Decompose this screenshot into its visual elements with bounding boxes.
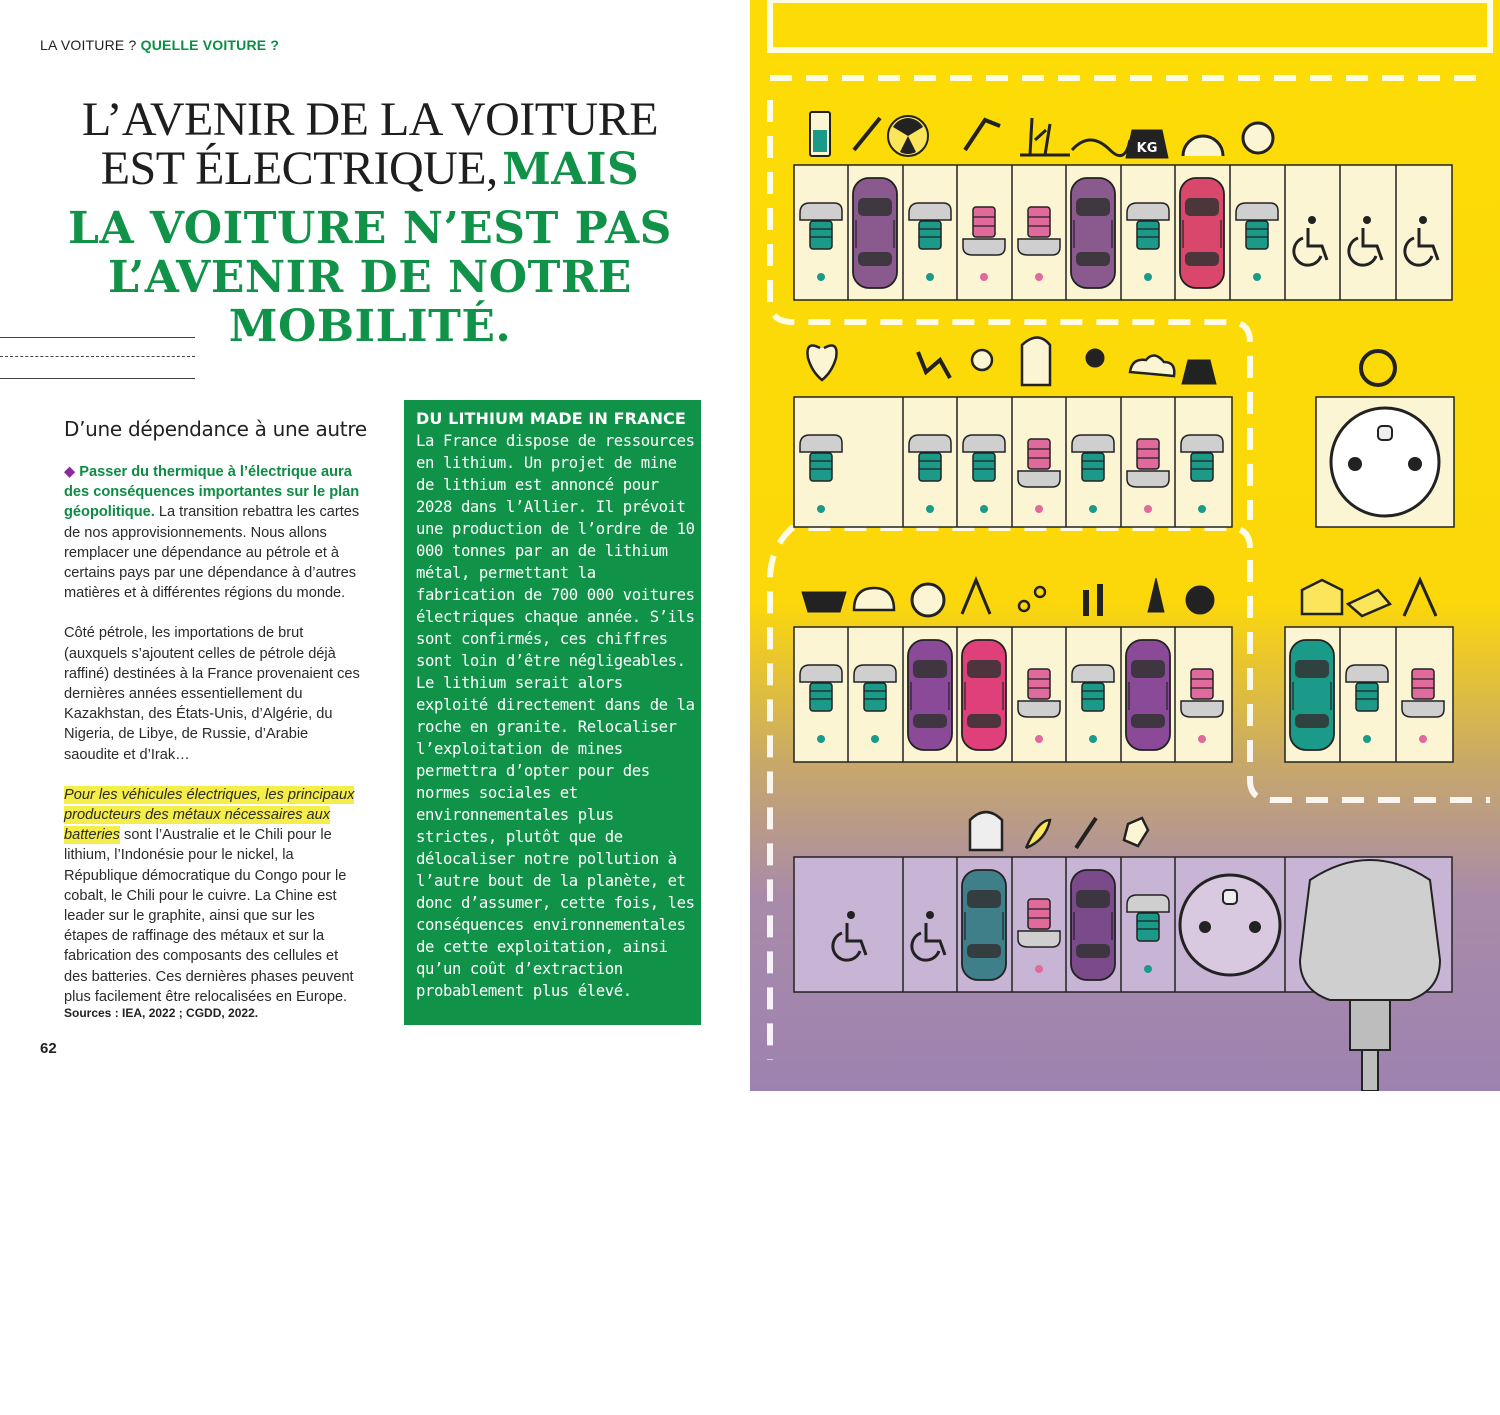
- traffic-cone-icon: [1148, 578, 1164, 612]
- headline-line5: MOBILITÉ.: [228, 301, 512, 352]
- lightbulb-icon: [972, 350, 992, 370]
- kg-label: KG: [1136, 141, 1158, 156]
- sources: Sources : IEA, 2022 ; CGDD, 2022.: [64, 1006, 259, 1020]
- paragraph-1-lead: Passer du thermique à l’électrique aura des conséquences importantes sur le plan géopolitique.: [64, 464, 360, 521]
- paragraph-1: [64, 462, 360, 603]
- torch-icon: [1076, 818, 1096, 848]
- worker-icon: [962, 580, 990, 614]
- parking-lot-drawing: [750, 0, 1500, 1091]
- power-socket-icon: [1331, 408, 1439, 516]
- cardboard-box-icon: [1348, 590, 1390, 616]
- headline: [40, 95, 700, 351]
- money-bag-icon: [1182, 360, 1216, 384]
- fuel-nozzle-icon: [965, 120, 1000, 150]
- mine-cart-icon: [802, 592, 846, 612]
- row3-icons: [802, 578, 1436, 616]
- box-title: DU LITHIUM MADE IN FRANCE: [416, 409, 686, 428]
- paragraph-2: Côté pétrole, les importations de brut (auxquels s’ajoutent celles de pétrole déjà raffiné) destinées à la France provenaient ces dernières années essentiellement du Kazakhstan, des États-Unis, d’Algérie, du Nigeria, de Libye, de Russie, d’Arabie saoudite et d’Irak…: [64, 625, 360, 763]
- section-title: D’une dépendance à une autre: [64, 417, 367, 441]
- dead-tree-icon: [1020, 118, 1070, 155]
- box-body: La France dispose de ressources en lithium. Un projet de mine de lithium est annoncé pour 2028 dans l’Allier. Il prévoit une production de l’ordre de 10 000 tonnes par an de lithium métal, permettant la fabrication de 700 000 voitures électriques chaque année. S’ils sont confirmés, ces chiffres sont loin d’être négligeables. Le lithium serait alors exploité directement dans de la roche en granite. Relocaliser l’exploitation de mines permettra d’opter pour des normes sociales et environnementales plus strictes, plutôt que de délocaliser notre pollution à l’autre bout de la planète, et donc d’assumer, cette fois, les conséquences environnementales de cette exploitation, ainsi qu’un coût d’extraction probablement plus élevé.: [416, 432, 695, 1000]
- miner-helmet-icon: [854, 588, 894, 610]
- gas-mask-icon: [1186, 586, 1214, 614]
- headline-line1: L’AVENIR DE LA VOITURE: [81, 93, 659, 146]
- headline-line2: EST ÉLECTRIQUE,: [100, 142, 498, 195]
- running-head: [40, 37, 279, 53]
- diamond-bullet-icon: ◆: [64, 464, 76, 480]
- lithium-box: [404, 400, 701, 1415]
- paragraph-3: [64, 785, 360, 1007]
- slippery-road-icon: [1072, 140, 1130, 156]
- safety-vest-icon: [1302, 580, 1342, 614]
- molecule-icon: [1019, 601, 1029, 611]
- headline-line4: L’AVENIR DE NOTRE: [108, 252, 632, 303]
- ore-rocks-icon: [1124, 818, 1148, 846]
- headline-line3: LA VOITURE N’EST PAS: [68, 203, 672, 254]
- ev-plug-icon: [1300, 860, 1440, 1091]
- oil-derrick-icon: [1404, 580, 1436, 616]
- row4-icons: [970, 812, 1148, 850]
- page-number: 62: [40, 1040, 57, 1057]
- parking-illustration: [750, 0, 1500, 1091]
- divider-dashed: [0, 356, 195, 357]
- bollard-icon: [970, 812, 1002, 850]
- stopwatch-icon: [1243, 123, 1273, 153]
- divider-rule: [0, 378, 195, 379]
- row1-icons: [810, 112, 1273, 158]
- steering-wheel-icon: [1361, 351, 1395, 385]
- wrecking-ball-icon: [1086, 349, 1104, 367]
- paragraph-3-highlight: Pour les véhicules électriques, les principaux producteurs des métaux nécessaires aux batteries: [64, 786, 355, 844]
- paragraph-1-rest: La transition rebattra les cartes de nos approvisionnements. Nous allons remplacer une dépendance au pétrole et à certains pays par une dépendance à d’autres matières et à différentes régions du monde.: [64, 504, 360, 602]
- corn-icon: [1026, 820, 1050, 848]
- divider-rule: [0, 337, 195, 338]
- paragraph-3-rest: sont l’Australie et le Chili pour le lithium, l’Indonésie pour le nickel, la République démocratique du Congo pour le cobalt, le Chili pour le cuivre. La Chine est leader sur le graphite, ainsi que sur les étapes de raffinage des métaux et sur la fabrication des composants des cellules et des batteries. Ces dernières phases peuvent plus facilement être relocalisées en Europe.: [64, 827, 354, 1005]
- recycle-icon: [918, 352, 950, 378]
- wrench-icon: [854, 118, 880, 150]
- cloud-icon: [1130, 355, 1174, 376]
- speedometer-icon: [1183, 136, 1223, 156]
- running-head-part1: LA VOITURE ?: [40, 37, 137, 53]
- tire-icon: [912, 584, 944, 616]
- sheikh-icon: [1022, 338, 1050, 386]
- factory-smoke-icon: [1086, 584, 1100, 616]
- row2-icons: [808, 338, 1396, 386]
- box-source: Source : Imerys, 2022.: [416, 1400, 589, 1415]
- heart-pulse-icon: [808, 346, 837, 380]
- body-column: [64, 462, 360, 1027]
- running-head-part2: QUELLE VOITURE ?: [140, 37, 280, 53]
- headline-line2-green: MAIS: [502, 144, 640, 195]
